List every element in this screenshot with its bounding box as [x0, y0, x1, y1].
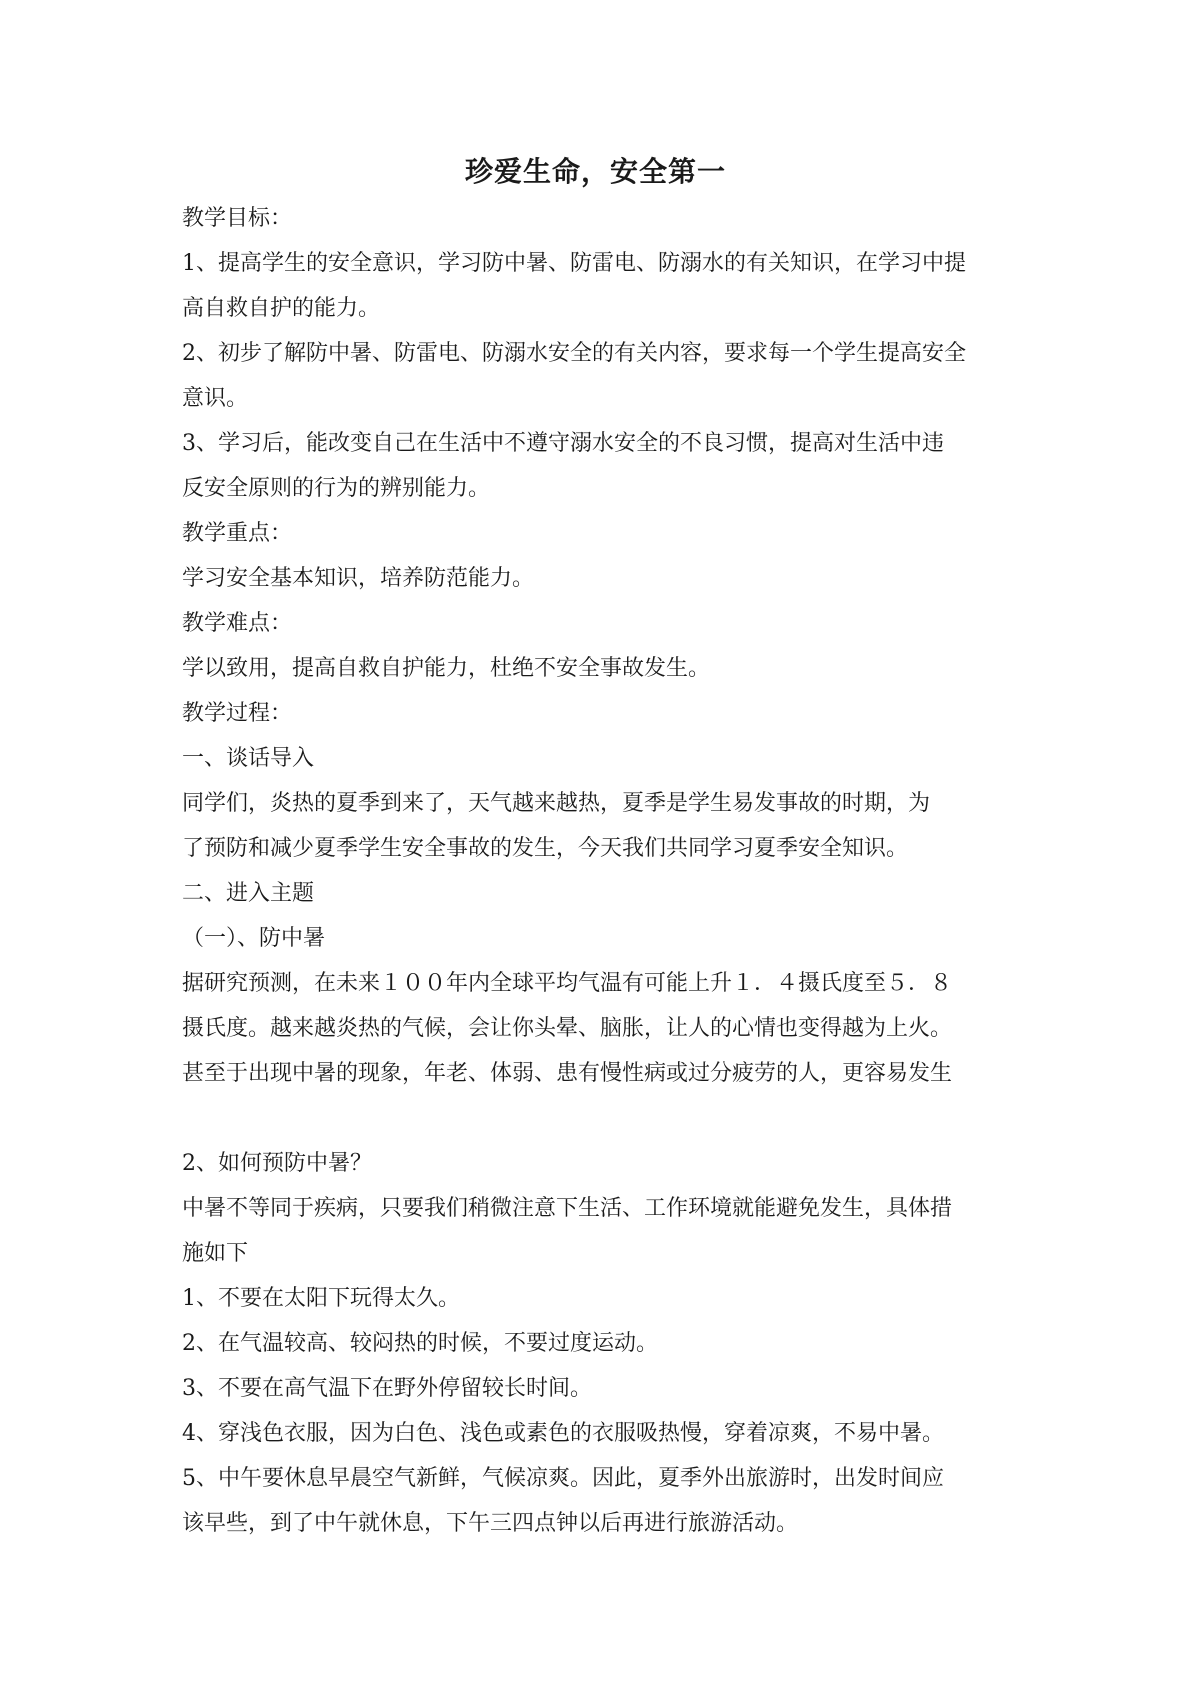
- objective-2-line-2: 意识。: [182, 386, 249, 411]
- prevention-heading: 2、如何预防中暑？: [182, 1151, 372, 1176]
- section-heading-difficulties: 教学难点：: [182, 611, 293, 636]
- process-step-2-heading: 二、进入主题: [182, 881, 315, 906]
- prevention-item-1: 1、不要在太阳下玩得太久。: [182, 1286, 460, 1311]
- section-heading-process: 教学过程：: [182, 701, 293, 726]
- subsection-heatstroke-heading: （一）、防中暑: [182, 926, 326, 951]
- process-step-1-heading: 一、谈话导入: [182, 746, 315, 771]
- heatstroke-paragraph-line-3: 甚至于出现中暑的现象，年老、体弱、患有慢性病或过分疲劳的人，更容易发生: [182, 1061, 953, 1086]
- prevention-item-2: 2、在气温较高、较闷热的时候，不要过度运动。: [182, 1331, 658, 1356]
- difficulties-text: 学以致用，提高自救自护能力，杜绝不安全事故发生。: [182, 656, 711, 681]
- intro-paragraph-line-1: 同学们，炎热的夏季到来了，天气越来越热，夏季是学生易发事故的时期，为: [182, 791, 931, 816]
- prevention-item-5-line-1: 5、中午要休息早晨空气新鲜，气候凉爽。因此，夏季外出旅游时，出发时间应: [182, 1466, 944, 1491]
- heatstroke-paragraph-line-1: 据研究预测，在未来１００年内全球平均气温有可能上升１．４摄氏度至５．８: [182, 971, 953, 996]
- objective-1-line-1: 1、提高学生的安全意识，学习防中暑、防雷电、防溺水的有关知识，在学习中提: [182, 251, 966, 276]
- key-points-text: 学习安全基本知识，培养防范能力。: [182, 566, 535, 591]
- paragraph-gap: [182, 1096, 1018, 1141]
- prevention-item-3: 3、不要在高气温下在野外停留较长时间。: [182, 1376, 592, 1401]
- prevention-intro-line-2: 施如下: [182, 1241, 249, 1266]
- section-heading-key-points: 教学重点：: [182, 521, 293, 546]
- section-heading-objectives: 教学目标：: [182, 206, 293, 231]
- objective-3-line-2: 反安全原则的行为的辨别能力。: [182, 476, 491, 501]
- prevention-intro-line-1: 中暑不等同于疾病，只要我们稍微注意下生活、工作环境就能避免发生，具体措: [182, 1196, 953, 1221]
- prevention-item-4: 4、穿浅色衣服，因为白色、浅色或素色的衣服吸热慢，穿着凉爽，不易中暑。: [182, 1421, 944, 1446]
- document-title: 珍爱生命，安全第一: [464, 155, 726, 188]
- objective-2-line-1: 2、初步了解防中暑、防雷电、防溺水安全的有关内容，要求每一个学生提高安全: [182, 341, 966, 366]
- heatstroke-paragraph-line-2: 摄氏度。越来越炎热的气候，会让你头晕、脑胀，让人的心情也变得越为上火。: [182, 1016, 953, 1041]
- intro-paragraph-line-2: 了预防和减少夏季学生安全事故的发生，今天我们共同学习夏季安全知识。: [182, 836, 909, 861]
- objective-3-line-1: 3、学习后，能改变自己在生活中不遵守溺水安全的不良习惯，提高对生活中违: [182, 431, 944, 456]
- document-body: [182, 196, 1018, 1546]
- objective-1-line-2: 高自救自护的能力。: [182, 296, 381, 321]
- prevention-item-5-line-2: 该早些，到了中午就休息，下午三四点钟以后再进行旅游活动。: [182, 1511, 799, 1536]
